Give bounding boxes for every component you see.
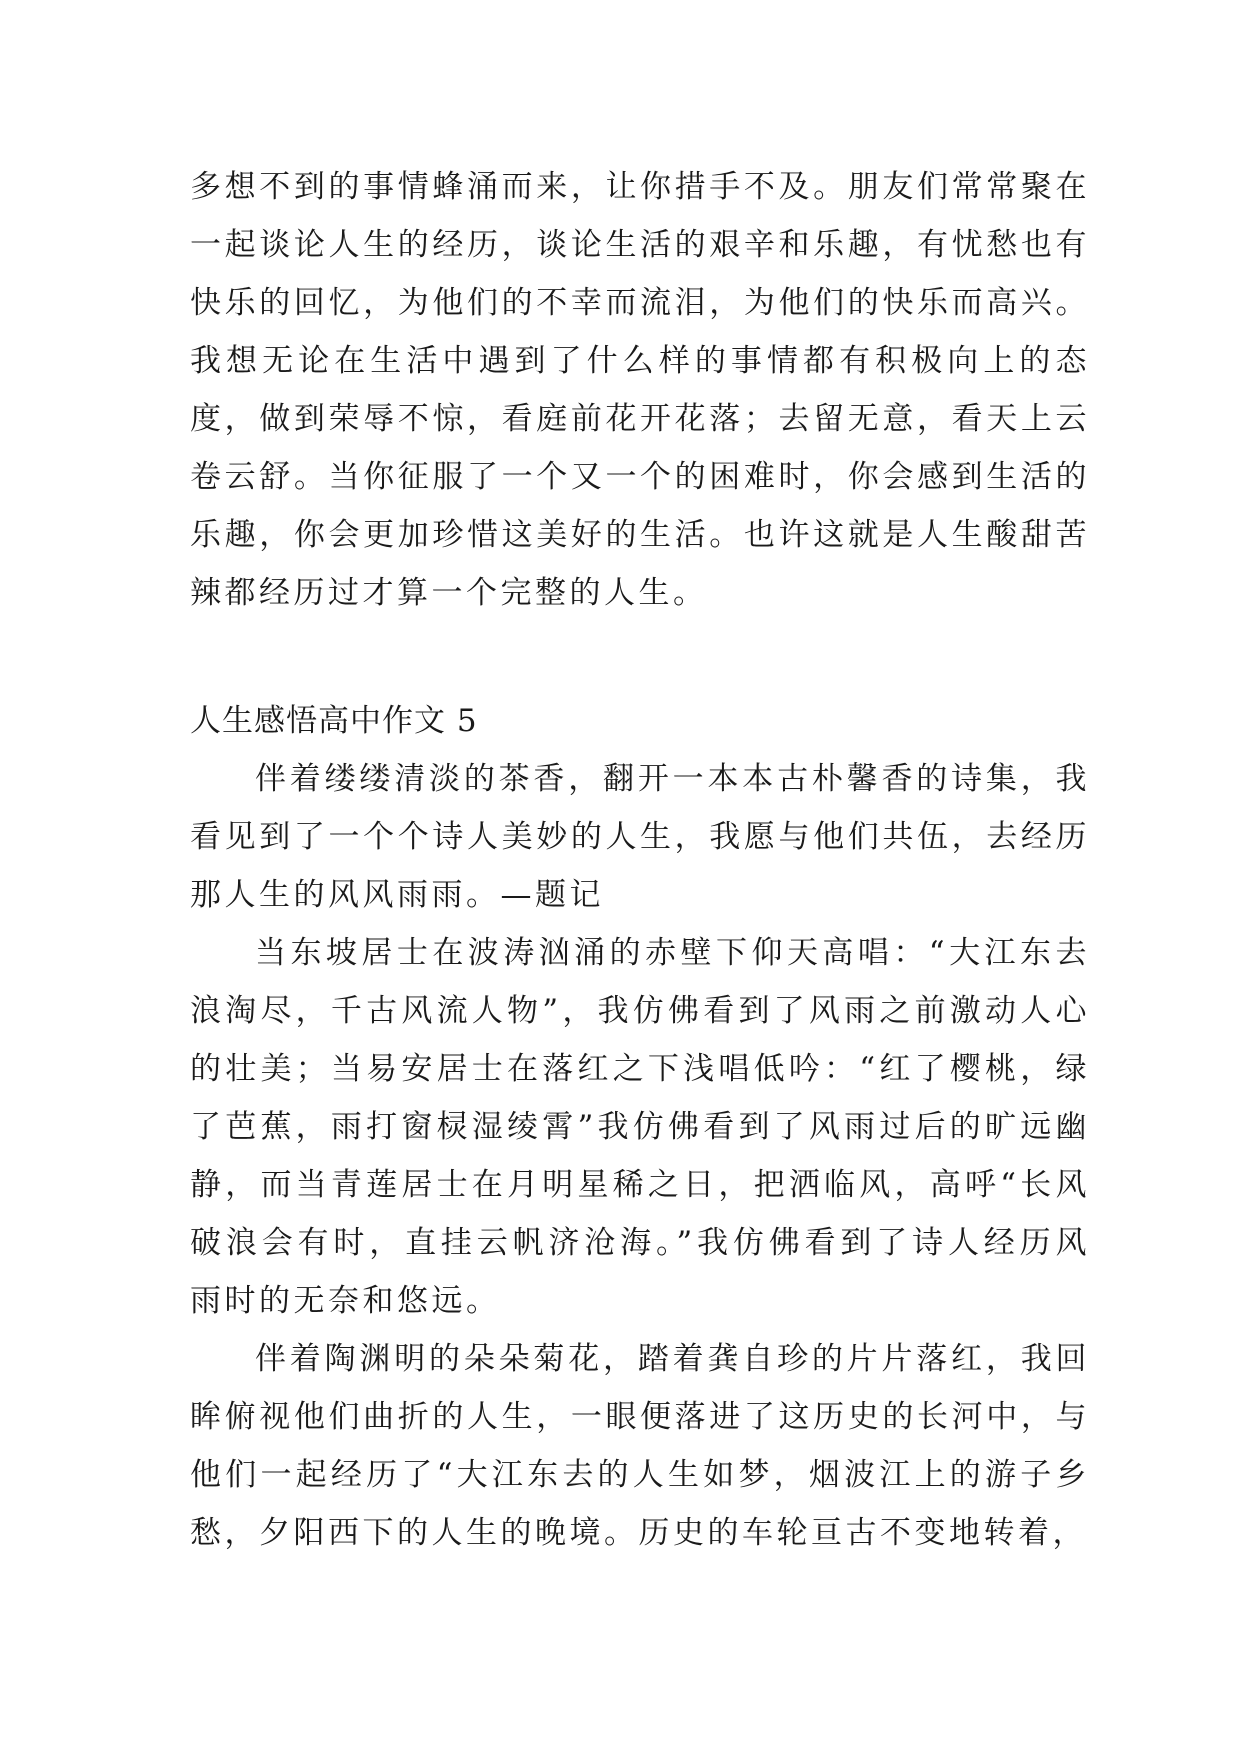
paragraph-poets: 当东坡居士在波涛汹涌的赤壁下仰天高唱：“大江东去浪淘尽，千古风流人物”，我仿佛看到了风雨之前激动人心的壮美；当易安居士在落红之下浅唱低吟：“红了樱桃，绿了芭蕉，雨打窗棂湿绫霄”我仿佛看到了风雨过后的旷远幽静，而当青莲居士在月明星稀之日，把洒临风，高呼“长风破浪会有时，直挂云帆济沧海。”我仿佛看到了诗人经历风雨时的无奈和悠远。 bbox=[190, 935, 1090, 1319]
paragraph-continued: 多想不到的事情蜂涌而来，让你措手不及。朋友们常常聚在一起谈论人生的经历，谈论生活的艰辛和乐趣，有忧愁也有快乐的回忆，为他们的不幸而流泪，为他们的快乐而高兴。我想无论在生活中遇到了什么样的事情都有积极向上的态度，做到荣辱不惊，看庭前花开花落；去留无意，看天上云卷云舒。当你征服了一个又一个的困难时，你会感到生活的乐趣，你会更加珍惜这美好的生活。也许这就是人生酸甜苦辣都经历过才算一个完整的人生。 bbox=[190, 169, 1090, 611]
section-heading: 人生感悟高中作文 5 bbox=[190, 703, 478, 739]
document-body bbox=[190, 158, 1090, 1562]
paragraph-epigraph: 伴着缕缕清淡的茶香，翻开一本本古朴馨香的诗集，我看见到了一个个诗人美妙的人生，我愿与他们共伍，去经历那人生的风风雨雨。—题记 bbox=[190, 761, 1090, 913]
paragraph-history: 伴着陶渊明的朵朵菊花，踏着龚自珍的片片落红，我回眸俯视他们曲折的人生，一眼便落进了这历史的长河中，与他们一起经历了“大江东去的人生如梦，烟波江上的游子乡愁，夕阳西下的人生的晚境。历史的车轮亘古不变地转着， bbox=[190, 1341, 1090, 1551]
